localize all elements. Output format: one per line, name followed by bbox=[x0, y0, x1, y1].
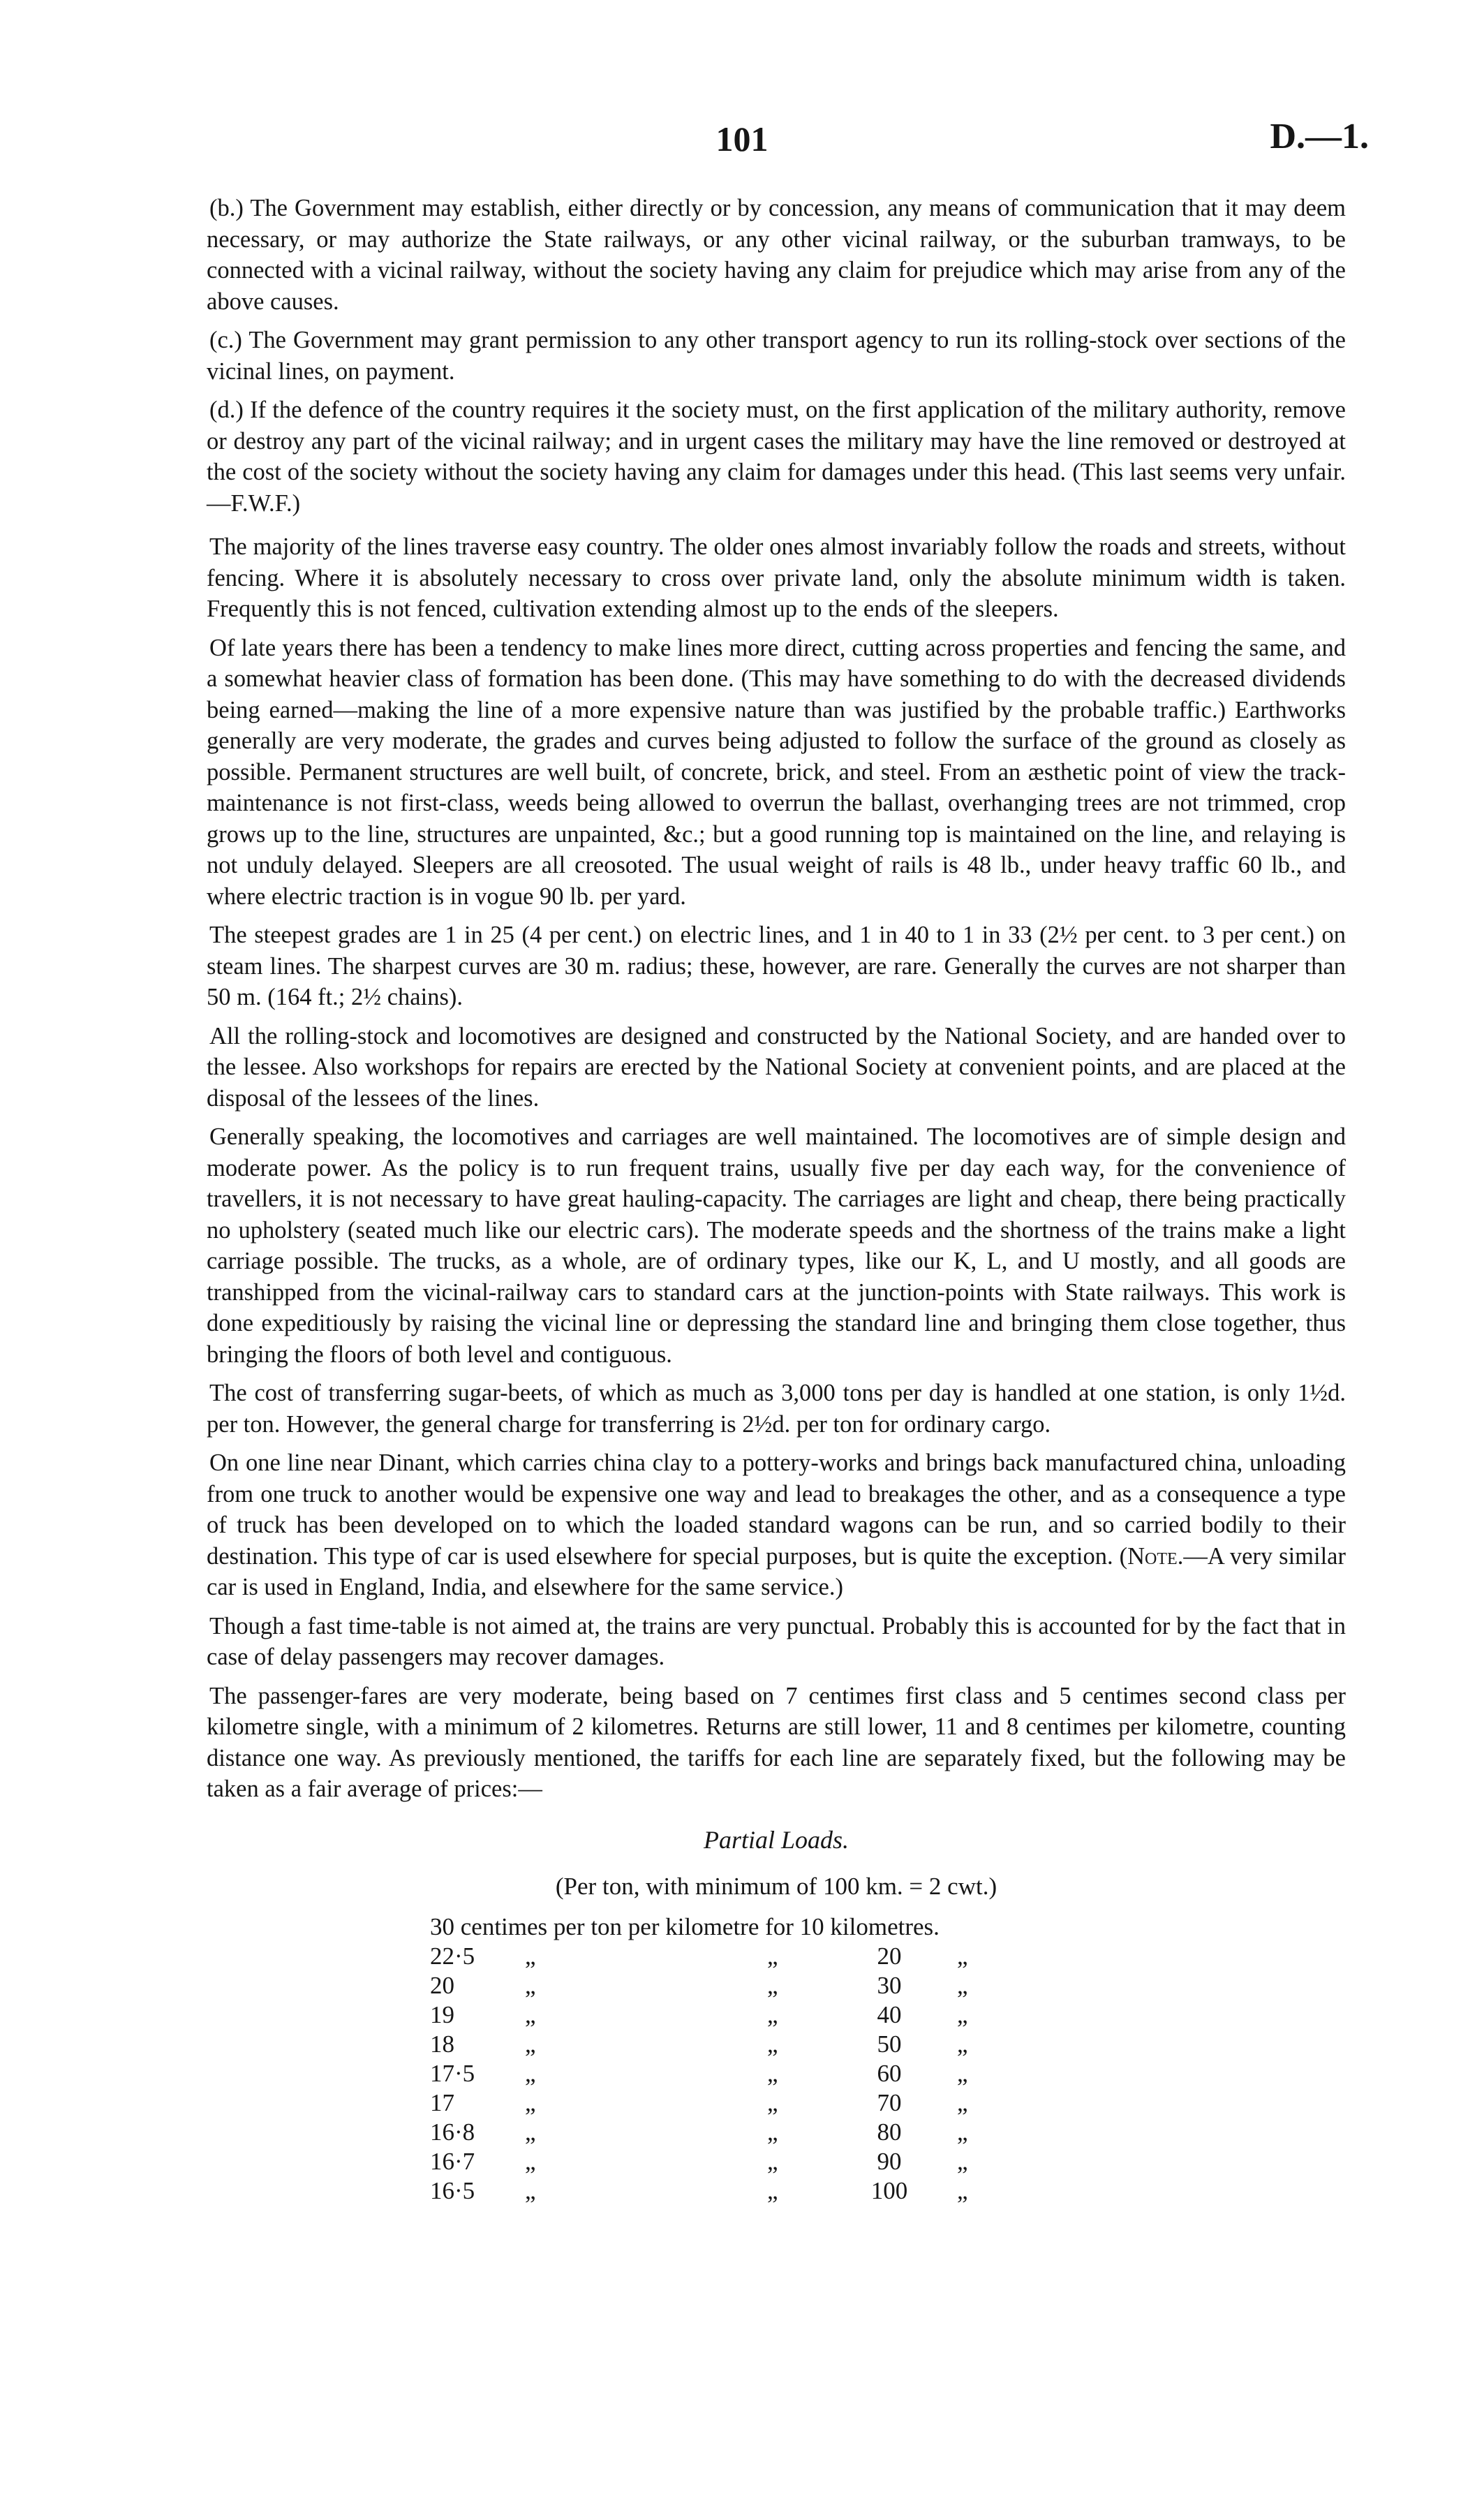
kilometres-cell: 50 bbox=[877, 2030, 902, 2058]
kilometres-cell: 30 bbox=[877, 1971, 902, 1999]
ditto-mark: „ bbox=[957, 2059, 968, 2087]
ditto-mark: „ bbox=[767, 1942, 778, 1970]
ditto-mark: „ bbox=[957, 1971, 968, 1999]
ditto-mark: „ bbox=[767, 2147, 778, 2175]
rate-cell: 22·5 bbox=[430, 1942, 475, 1970]
table-rows bbox=[207, 1942, 1346, 2206]
table-subtitle: (Per ton, with minimum of 100 km. = 2 cwt.) bbox=[555, 1872, 997, 1900]
rate-cell: 16·5 bbox=[430, 2176, 475, 2204]
ditto-mark: „ bbox=[767, 2059, 778, 2087]
partial-loads-table bbox=[207, 1823, 1346, 2206]
ditto-mark: „ bbox=[957, 2088, 968, 2116]
table-row bbox=[430, 1971, 1346, 2000]
page-number: 101 bbox=[715, 119, 769, 158]
kilometres-cell: 80 bbox=[877, 2118, 902, 2146]
note-text: .—A very similar car is used in England, India, and elsewhere for the same service.) bbox=[207, 1542, 1346, 1600]
ditto-mark: „ bbox=[767, 2088, 778, 2116]
paragraph-direct-lines: Of late years there has been a tendency to make lines more direct, cutting across properties and fencing the same, and a somewhat heavier class of formation has been done. (This may have something to do with the decreased dividends being earned—making the line of a more expensive nature than was justified by the probable traffic.) Earthworks generally are very moderate, the grades and curves being adjusted to follow the surface of the ground as closely as possible. Permanent structures are well built, of concrete, brick, and steel. From an æsthetic point of view the track-maintenance is not first-class, weeds being allowed to overrun the ballast, overhanging trees are not trimmed, crop grows up to the line, structures are unpainted, &c.; but a good running top is maintained on the line, and relaying is not unduly delayed. Sleepers are all creosoted. The usual weight of rails is 48 lb., under heavy traffic 60 lb., and where electric traction is in vogue 90 lb. per yard. bbox=[207, 634, 1346, 910]
ditto-mark: „ bbox=[767, 2030, 778, 2058]
rate-cell: 16·7 bbox=[430, 2147, 475, 2175]
table-row bbox=[430, 2000, 1346, 2030]
table-title: Partial Loads. bbox=[703, 1825, 849, 1854]
ditto-mark: „ bbox=[525, 2147, 536, 2175]
ditto-mark: „ bbox=[525, 2118, 536, 2146]
paragraph-fares: The passenger-fares are very moderate, being based on 7 centimes first class and 5 centimes second class per kilometre single, with a minimum of 2 kilometres. Returns are still lower, 11 and 8 centimes per kilometre, counting distance one way. As previously mentioned, the tariffs for each line are separately fixed, but the following may be taken as a fair average of prices:— bbox=[207, 1682, 1346, 1802]
body-text bbox=[207, 193, 1346, 2206]
ditto-mark: „ bbox=[957, 2118, 968, 2146]
rate-cell: 20 bbox=[430, 1971, 454, 1999]
note-label: Note bbox=[1127, 1542, 1178, 1570]
ditto-mark: „ bbox=[525, 1942, 536, 1970]
ditto-mark: „ bbox=[525, 2088, 536, 2116]
ditto-mark: „ bbox=[957, 2030, 968, 2058]
kilometres-cell: 40 bbox=[877, 2000, 902, 2028]
ditto-mark: „ bbox=[767, 2000, 778, 2028]
table-row bbox=[430, 2147, 1346, 2176]
page-header bbox=[0, 105, 1484, 161]
paragraph-dinant bbox=[207, 1447, 1346, 1603]
ditto-mark: „ bbox=[767, 2118, 778, 2146]
ditto-mark: „ bbox=[957, 2176, 968, 2204]
ditto-mark: „ bbox=[957, 1942, 968, 1970]
ditto-mark: „ bbox=[957, 2000, 968, 2028]
kilometres-cell: 90 bbox=[877, 2147, 902, 2175]
rate-cell: 17·5 bbox=[430, 2059, 475, 2087]
rate-cell: 17 bbox=[430, 2088, 454, 2116]
table-row bbox=[430, 1942, 1346, 1971]
ditto-mark: „ bbox=[767, 1971, 778, 1999]
kilometres-cell: 70 bbox=[877, 2088, 902, 2116]
ditto-mark: „ bbox=[525, 2059, 536, 2087]
paragraph-timetable: Though a fast time-table is not aimed at, the trains are very punctual. Probably this is accounted for by the fact that in case of delay passengers may recover damages. bbox=[207, 1612, 1346, 1670]
table-header-line: 30 centimes per ton per kilometre for 10 kilometres. bbox=[430, 1912, 940, 1940]
paragraph-rolling-stock: All the rolling-stock and locomotives are designed and constructed by the National Society, and are handed over to the lessee. Also workshops for repairs are erected by the National Society at convenient points, and are placed at the disposal of the lessees of the lines. bbox=[207, 1022, 1346, 1112]
rate-cell: 19 bbox=[430, 2000, 454, 2028]
paragraph-clause-b: (b.) The Government may establish, either directly or by concession, any means of communication that it may deem necessary, or may authorize the State railways, or any other vicinal railway, or the suburban tramways, to be connected with a vicinal railway, without the society having any claim for prejudice which may arise from any of the above causes. bbox=[207, 195, 1346, 315]
table-row bbox=[430, 2118, 1346, 2147]
ditto-mark: „ bbox=[525, 2030, 536, 2058]
paragraph-locomotives: Generally speaking, the locomotives and carriages are well maintained. The locomotives are of simple design and moderate power. As the policy is to run frequent trains, usually five per day each way, for the convenience of travellers, it is not necessary to have great hauling-capacity. The carriages are light and cheap, there being practically no upholstery (seated much like our electric cars). The moderate speeds and the shortness of the trains make a light carriage possible. The trucks, as a whole, are of ordinary types, like our K, L, and U mostly, and all goods are transhipped from the vicinal-railway cars to standard cars at the junction-points with State railways. This work is done expeditiously by raising the vicinal line or depressing the standard line and bringing them close together, thus bringing the floors of both level and contiguous. bbox=[207, 1123, 1346, 1368]
ditto-mark: „ bbox=[767, 2176, 778, 2204]
paragraph-clause-d: (d.) If the defence of the country requires it the society must, on the first application of the military authority, remove or destroy any part of the vicinal railway; and in urgent cases the military may have the line removed or destroyed at the cost of the society without the society having any claim for damages under this head. (This last seems very unfair.—F.W.F.) bbox=[207, 397, 1346, 517]
table-row bbox=[430, 2030, 1346, 2059]
kilometres-cell: 100 bbox=[870, 2176, 908, 2204]
table-row bbox=[430, 2176, 1346, 2206]
paragraph-lines-country: The majority of the lines traverse easy country. The older ones almost invariably follow the roads and streets, without fencing. Where it is absolutely necessary to cross over private land, only the absolute minimum width is taken. Frequently this is not fenced, cultivation extending almost up to the ends of the sleepers. bbox=[207, 533, 1346, 622]
ditto-mark: „ bbox=[525, 1971, 536, 1999]
kilometres-cell: 60 bbox=[877, 2059, 902, 2087]
dinant-text: On one line near Dinant, which carries china clay to a pottery-works and brings back manufactured china, unloading from one truck to another would be expensive one way and lead to breakages the other, and as a consequence a type of truck has been developed on to which the loaded standard wagons can be run, and so carried bodily to their destination. This type of car is used elsewhere for special purposes, but is quite the exception. ( bbox=[207, 1450, 1346, 1570]
document-reference: D.—1. bbox=[1270, 117, 1369, 156]
table-row bbox=[430, 2059, 1346, 2088]
table-row bbox=[430, 2088, 1346, 2118]
rate-cell: 18 bbox=[430, 2030, 454, 2058]
paragraph-sugar-beets: The cost of transferring sugar-beets, of which as much as 3,000 tons per day is handled at one station, is only 1½d. per ton. However, the general charge for transferring is 2½d. per ton for ordinary cargo. bbox=[207, 1380, 1346, 1438]
paragraph-clause-c: (c.) The Government may grant permission to any other transport agency to run its rolling-stock over sections of the vicinal lines, on payment. bbox=[207, 327, 1346, 385]
ditto-mark: „ bbox=[525, 2000, 536, 2028]
ditto-mark: „ bbox=[525, 2176, 536, 2204]
rate-cell: 16·8 bbox=[430, 2118, 475, 2146]
kilometres-cell: 20 bbox=[877, 1942, 902, 1970]
paragraph-grades: The steepest grades are 1 in 25 (4 per cent.) on electric lines, and 1 in 40 to 1 in 33 (2½ per cent. to 3 per cent.) on steam lines. The sharpest curves are 30 m. radius; these, however, are rare. Generally the curves are not sharper than 50 m. (164 ft.; 2½ chains). bbox=[207, 922, 1346, 1010]
ditto-mark: „ bbox=[957, 2147, 968, 2175]
